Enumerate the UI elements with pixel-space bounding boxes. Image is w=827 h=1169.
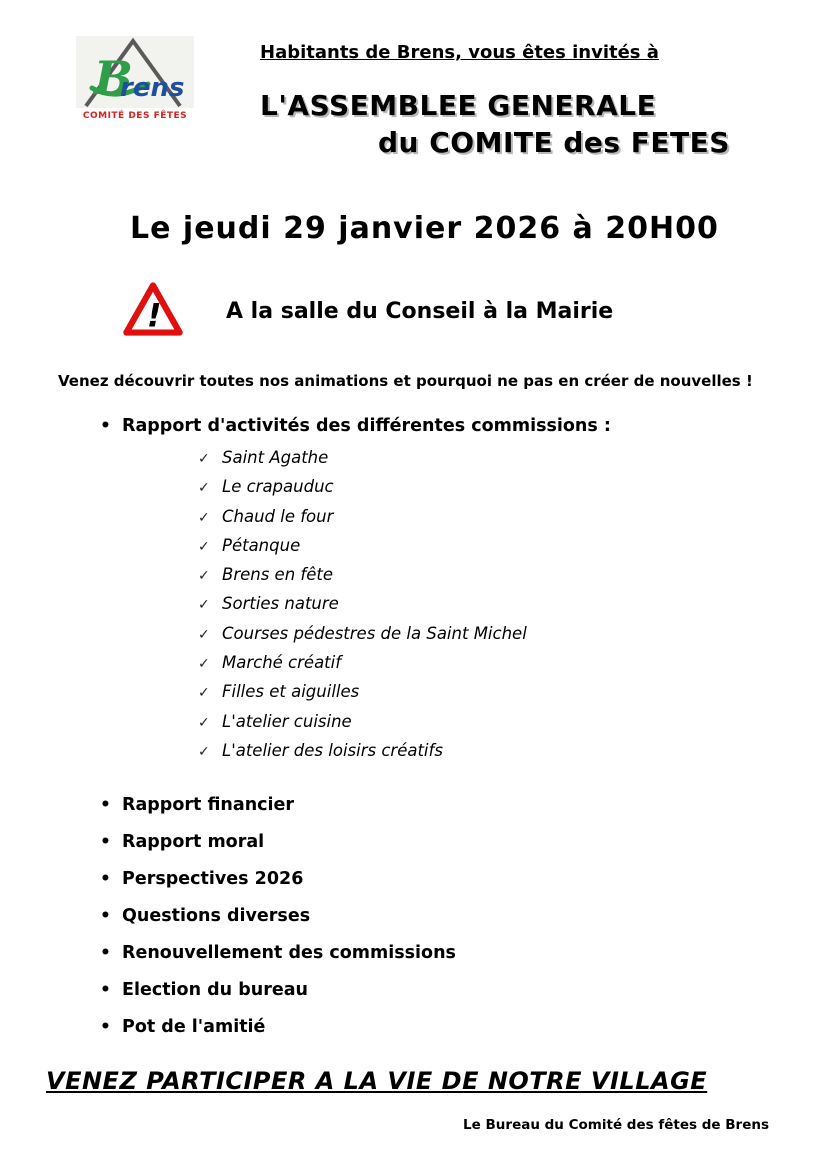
commission-item: [198, 444, 827, 473]
commission-item: [198, 737, 827, 766]
commission-item: [198, 620, 827, 649]
commission-label: Pétanque: [222, 535, 301, 555]
agenda-item: [100, 979, 827, 1002]
agenda-item-label: Perspectives 2026: [122, 869, 304, 890]
bullet-icon: •: [100, 795, 111, 816]
commission-item: [198, 708, 827, 737]
bullet-icon: •: [100, 980, 111, 1001]
bullet-icon: •: [100, 869, 111, 890]
commission-item: [198, 473, 827, 502]
commission-label: Saint Agathe: [222, 448, 329, 467]
bullet-icon: •: [100, 906, 111, 927]
check-icon: ✓: [198, 509, 210, 526]
check-icon: ✓: [198, 743, 210, 760]
logo-letters-rens: rens: [120, 73, 185, 103]
agenda-list: [100, 794, 827, 1039]
agenda-item: [100, 794, 827, 817]
commission-label: Chaud le four: [222, 506, 334, 526]
commissions-list: [198, 444, 827, 766]
agenda-item: [100, 1016, 827, 1039]
check-icon: ✓: [198, 568, 210, 585]
commission-label: L'atelier des loisirs créatifs: [222, 740, 443, 760]
commission-label: Filles et aiguilles: [222, 682, 360, 702]
commission-item: [198, 561, 827, 590]
intro-line: Habitants de Brens, vous êtes invités à: [260, 42, 659, 63]
title-line-2: du COMITE des FETES: [378, 126, 730, 159]
commission-item: [198, 503, 827, 532]
bullet-icon: •: [100, 832, 111, 853]
commissions-header-label: Rapport d'activités des différentes commissions :: [122, 416, 611, 436]
commission-label: Marché créatif: [222, 653, 342, 673]
commission-label: Le crapauduc: [222, 477, 334, 497]
agenda-item-label: Renouvellement des commissions: [122, 943, 456, 964]
event-date: Le jeudi 29 janvier 2026 à 20H00: [130, 211, 719, 246]
check-icon: ✓: [198, 451, 210, 467]
commission-item: [198, 590, 827, 619]
commission-label: Brens en fête: [222, 565, 333, 585]
commissions-header: [100, 416, 827, 436]
commission-item: [198, 649, 827, 678]
brens-logo-graphic: [76, 36, 194, 108]
agenda-item-label: Rapport financier: [122, 795, 295, 816]
agenda-item-label: Election du bureau: [122, 980, 308, 1001]
logo-caption: COMITÉ DES FÊTES: [82, 111, 188, 121]
header-text: [260, 36, 730, 159]
svg-text:!: !: [146, 296, 162, 335]
header: [0, 0, 827, 159]
commission-item: [198, 532, 827, 561]
check-icon: ✓: [198, 538, 210, 555]
footer-call: VENEZ PARTICIPER A LA VIE DE NOTRE VILLAGE: [46, 1067, 708, 1096]
check-icon: ✓: [198, 656, 210, 673]
agenda-item-label: Pot de l'amitié: [122, 1017, 266, 1038]
agenda-item: [100, 868, 827, 891]
agenda-item: [100, 831, 827, 854]
agenda-item: [100, 905, 827, 928]
logo-letter-b: B: [94, 51, 133, 105]
bullet-icon: •: [100, 943, 111, 964]
commission-item: [198, 678, 827, 707]
commission-label: Courses pédestres de la Saint Michel: [222, 623, 527, 643]
title-line-1: L'ASSEMBLEE GENERALE: [260, 89, 657, 122]
check-icon: ✓: [198, 685, 210, 702]
event-location: A la salle du Conseil à la Mairie: [226, 298, 614, 324]
commission-label: Sorties nature: [222, 594, 339, 614]
bullet-icon: •: [100, 1017, 111, 1038]
check-icon: ✓: [198, 597, 210, 614]
brens-logo: [76, 36, 196, 121]
bullet-icon: •: [100, 416, 111, 436]
place-row: [122, 280, 827, 342]
warning-triangle-icon: [122, 280, 184, 342]
agenda-item-label: Rapport moral: [122, 832, 265, 853]
commission-label: L'atelier cuisine: [222, 711, 352, 731]
agenda-item-label: Questions diverses: [122, 906, 311, 927]
check-icon: ✓: [198, 480, 210, 497]
agenda-item: [100, 942, 827, 965]
signature: Le Bureau du Comité des fêtes de Brens: [463, 1117, 769, 1134]
check-icon: ✓: [198, 626, 210, 643]
mountain-triangle-icon: [76, 36, 194, 108]
lead-sentence: Venez découvrir toutes nos animations et pourquoi ne pas en créer de nouvelles !: [58, 372, 753, 390]
check-icon: ✓: [198, 714, 210, 731]
